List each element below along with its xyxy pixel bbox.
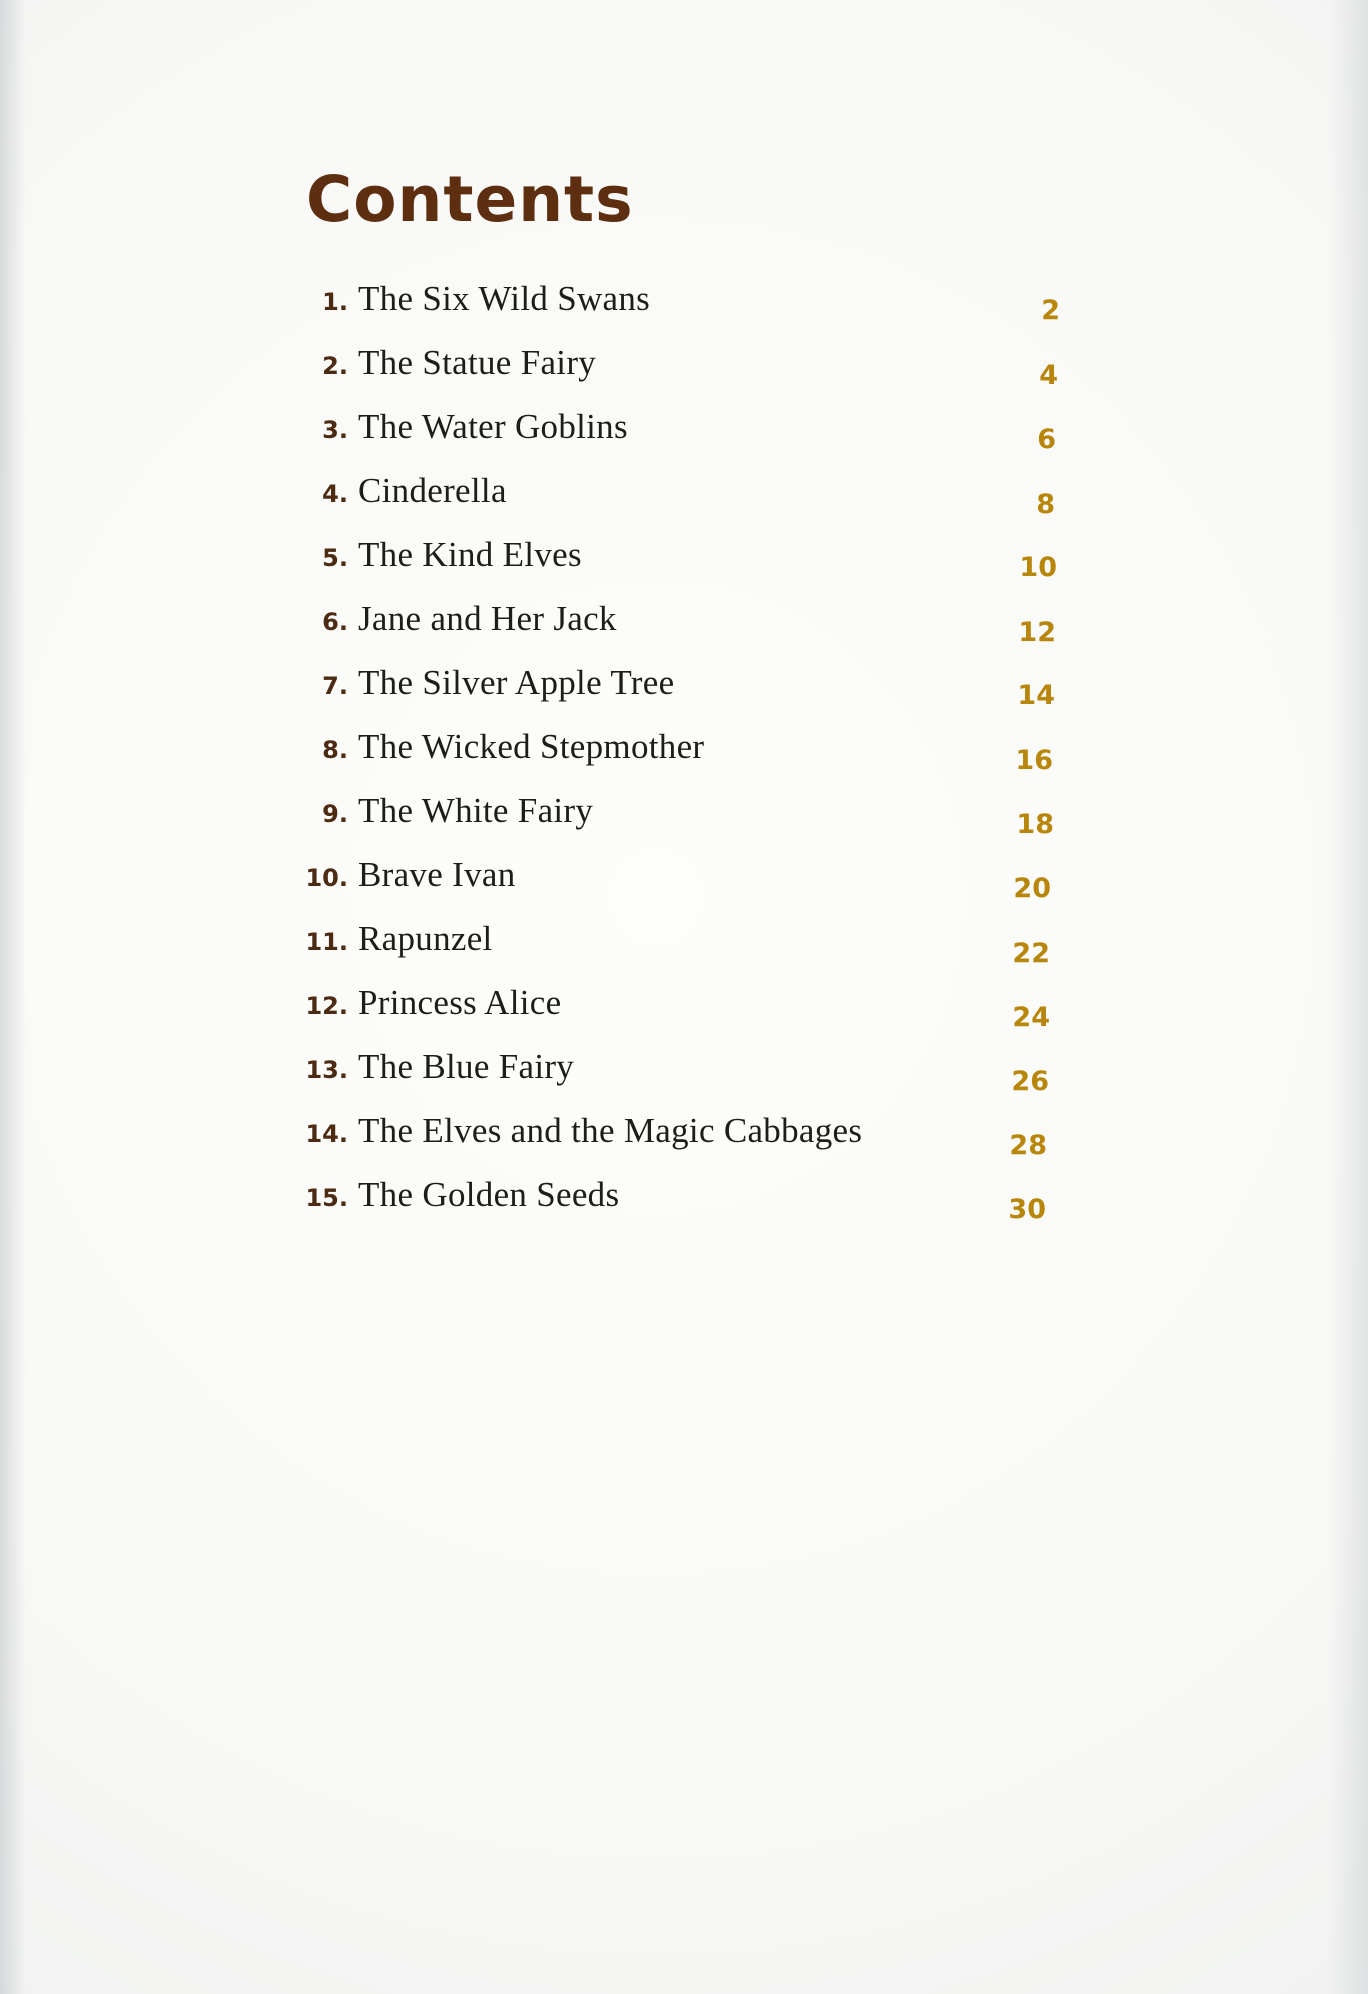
list-item[interactable] [300,407,1060,455]
entry-number: 1. [322,288,348,316]
entry-number: 2. [322,352,348,380]
entry-page-number: 26 [1011,1066,1049,1097]
entry-title: The Statue Fairy [358,343,597,382]
entry-title: Cinderella [358,471,507,510]
entry-page-number: 12 [1018,617,1056,648]
list-item[interactable] [300,1047,1060,1097]
entry-title: The Blue Fairy [358,1047,575,1086]
entry-page-number: 28 [1009,1130,1047,1161]
entry-page-number: 24 [1012,1002,1050,1033]
entry-number: 15. [305,1184,348,1212]
entry-page-number: 14 [1017,680,1055,711]
entry-number: 14. [305,1120,348,1148]
entry-page-number: 18 [1016,809,1054,840]
entry-page-number: 22 [1012,938,1050,969]
list-item[interactable] [300,855,1060,904]
entry-page-number: 2 [1041,295,1060,326]
entry-title: The Water Goblins [358,407,628,446]
entry-number: 10. [305,864,348,892]
contents-block [300,163,1060,1239]
entry-number: 4. [322,480,348,508]
entry-number: 11. [305,928,348,956]
entry-page-number: 30 [1008,1194,1046,1225]
entry-page-number: 16 [1015,745,1053,776]
entry-page-number: 10 [1019,552,1057,583]
entry-title: Rapunzel [358,919,493,958]
entry-page-number: 20 [1013,873,1051,904]
entry-page-number: 4 [1039,360,1058,391]
table-of-contents-list [300,279,1060,1225]
entry-title: The Wicked Stepmother [358,727,705,766]
entry-page-number: 8 [1036,489,1055,520]
list-item[interactable] [300,471,1060,520]
list-item[interactable] [300,279,1060,326]
list-item[interactable] [300,599,1060,648]
entry-number: 6. [322,608,348,636]
entry-title: The Elves and the Magic Cabbages [358,1111,863,1150]
entry-number: 7. [322,672,348,700]
list-item[interactable] [300,663,1060,711]
entry-title: The Silver Apple Tree [358,663,675,702]
entry-number: 12. [305,992,348,1020]
entry-title: Jane and Her Jack [358,599,617,638]
list-item[interactable] [300,791,1060,840]
list-item[interactable] [300,1175,1060,1225]
entry-title: The Six Wild Swans [358,279,651,318]
list-item[interactable] [300,727,1060,776]
list-item[interactable] [300,983,1060,1033]
list-item[interactable] [300,343,1060,391]
list-item[interactable] [300,1111,1060,1161]
entry-number: 9. [322,800,348,828]
entry-number: 5. [322,544,348,572]
entry-number: 8. [322,736,348,764]
list-item[interactable] [300,919,1060,969]
entry-title: The Kind Elves [358,535,582,574]
entry-title: Brave Ivan [358,855,516,894]
entry-title: The Golden Seeds [358,1175,620,1214]
entry-number: 3. [322,416,348,444]
list-item[interactable] [300,535,1060,583]
entry-page-number: 6 [1037,424,1056,455]
entry-number: 13. [305,1056,348,1084]
page-title: Contents [306,163,634,236]
entry-title: Princess Alice [358,983,562,1022]
entry-title: The White Fairy [358,791,594,830]
